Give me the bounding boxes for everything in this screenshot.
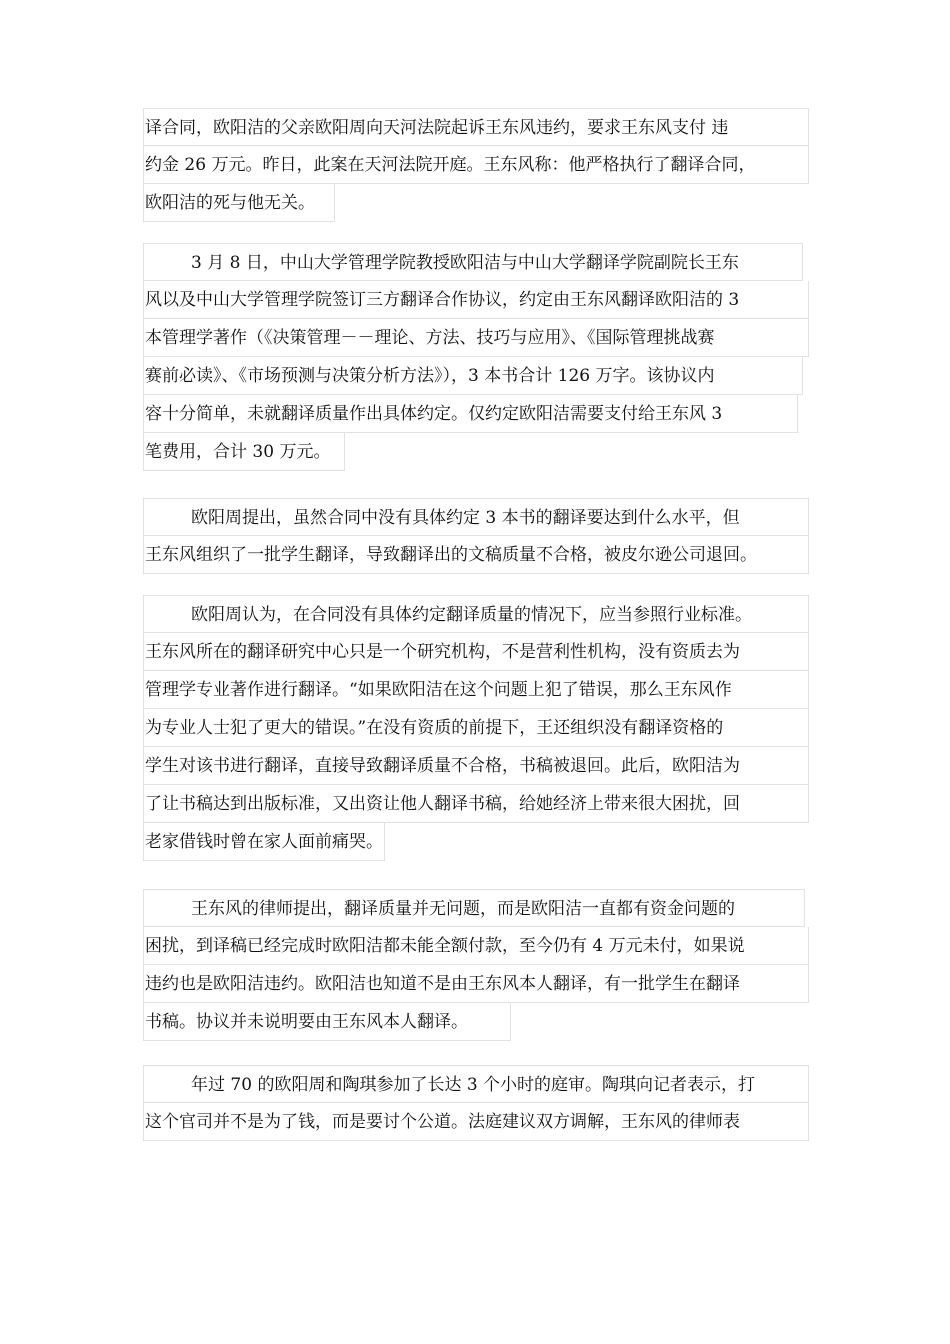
text-line: 笔费用，合计 30 万元。 <box>143 433 345 471</box>
text-line: 王东风组织了一批学生翻译，导致翻译出的文稿质量不合格，被皮尔逊公司退回。 <box>143 536 809 574</box>
text-line: 了让书稿达到出版标准，又出资让他人翻译书稿，给她经济上带来很大困扰，回 <box>143 785 809 823</box>
text-line: 书稿。协议并未说明要由王东风本人翻译。 <box>143 1003 511 1041</box>
text-line: 老家借钱时曾在家人面前痛哭。 <box>143 823 385 861</box>
text-line: 这个官司并不是为了钱，而是要讨个公道。法庭建议双方调解，王东风的律师表 <box>143 1103 809 1141</box>
paragraph-1 <box>143 108 809 222</box>
text-line: 风以及中山大学管理学院签订三方翻译合作协议，约定由王东风翻译欧阳洁的 3 <box>143 281 809 319</box>
text-line: 年过 70 的欧阳周和陶琪参加了长达 3 个小时的庭审。陶琪向记者表示，打 <box>143 1065 809 1103</box>
text-line: 为专业人士犯了更大的错误。”在没有资质的前提下，王还组织没有翻译资格的 <box>143 709 809 747</box>
text-line: 赛前必读》、《市场预测与决策分析方法》），3 本书合计 126 万字。该协议内 <box>143 357 803 395</box>
text-line: 管理学专业著作进行翻译。“如果欧阳洁在这个问题上犯了错误，那么王东风作 <box>143 671 809 709</box>
paragraph-2 <box>143 243 809 471</box>
paragraph-4 <box>143 595 809 861</box>
text-line: 约金 26 万元。昨日，此案在天河法院开庭。王东风称：他严格执行了翻译合同， <box>143 146 809 184</box>
text-line: 欧阳洁的死与他无关。 <box>143 184 335 222</box>
text-line: 容十分简单，未就翻译质量作出具体约定。仅约定欧阳洁需要支付给王东风 3 <box>143 395 798 433</box>
paragraph-5 <box>143 889 809 1041</box>
text-line: 王东风所在的翻译研究中心只是一个研究机构，不是营利性机构，没有资质去为 <box>143 633 809 671</box>
text-line: 王东风的律师提出，翻译质量并无问题，而是欧阳洁一直都有资金问题的 <box>143 889 805 927</box>
text-line: 译合同，欧阳洁的父亲欧阳周向天河法院起诉王东风违约，要求王东风支付 违 <box>143 108 809 146</box>
text-line: 困扰，到译稿已经完成时欧阳洁都未能全额付款，至今仍有 4 万元未付，如果说 <box>143 927 809 965</box>
text-line: 3 月 8 日，中山大学管理学院教授欧阳洁与中山大学翻译学院副院长王东 <box>143 243 803 281</box>
text-line: 本管理学著作（《决策管理－－理论、方法、技巧与应用》、《国际管理挑战赛 <box>143 319 809 357</box>
text-line: 违约也是欧阳洁违约。欧阳洁也知道不是由王东风本人翻译，有一批学生在翻译 <box>143 965 809 1003</box>
paragraph-6 <box>143 1065 809 1141</box>
text-line: 欧阳周认为，在合同没有具体约定翻译质量的情况下，应当参照行业标准。 <box>143 595 809 633</box>
text-line: 欧阳周提出，虽然合同中没有具体约定 3 本书的翻译要达到什么水平，但 <box>143 498 809 536</box>
text-line: 学生对该书进行翻译，直接导致翻译质量不合格，书稿被退回。此后，欧阳洁为 <box>143 747 809 785</box>
paragraph-3 <box>143 498 809 574</box>
